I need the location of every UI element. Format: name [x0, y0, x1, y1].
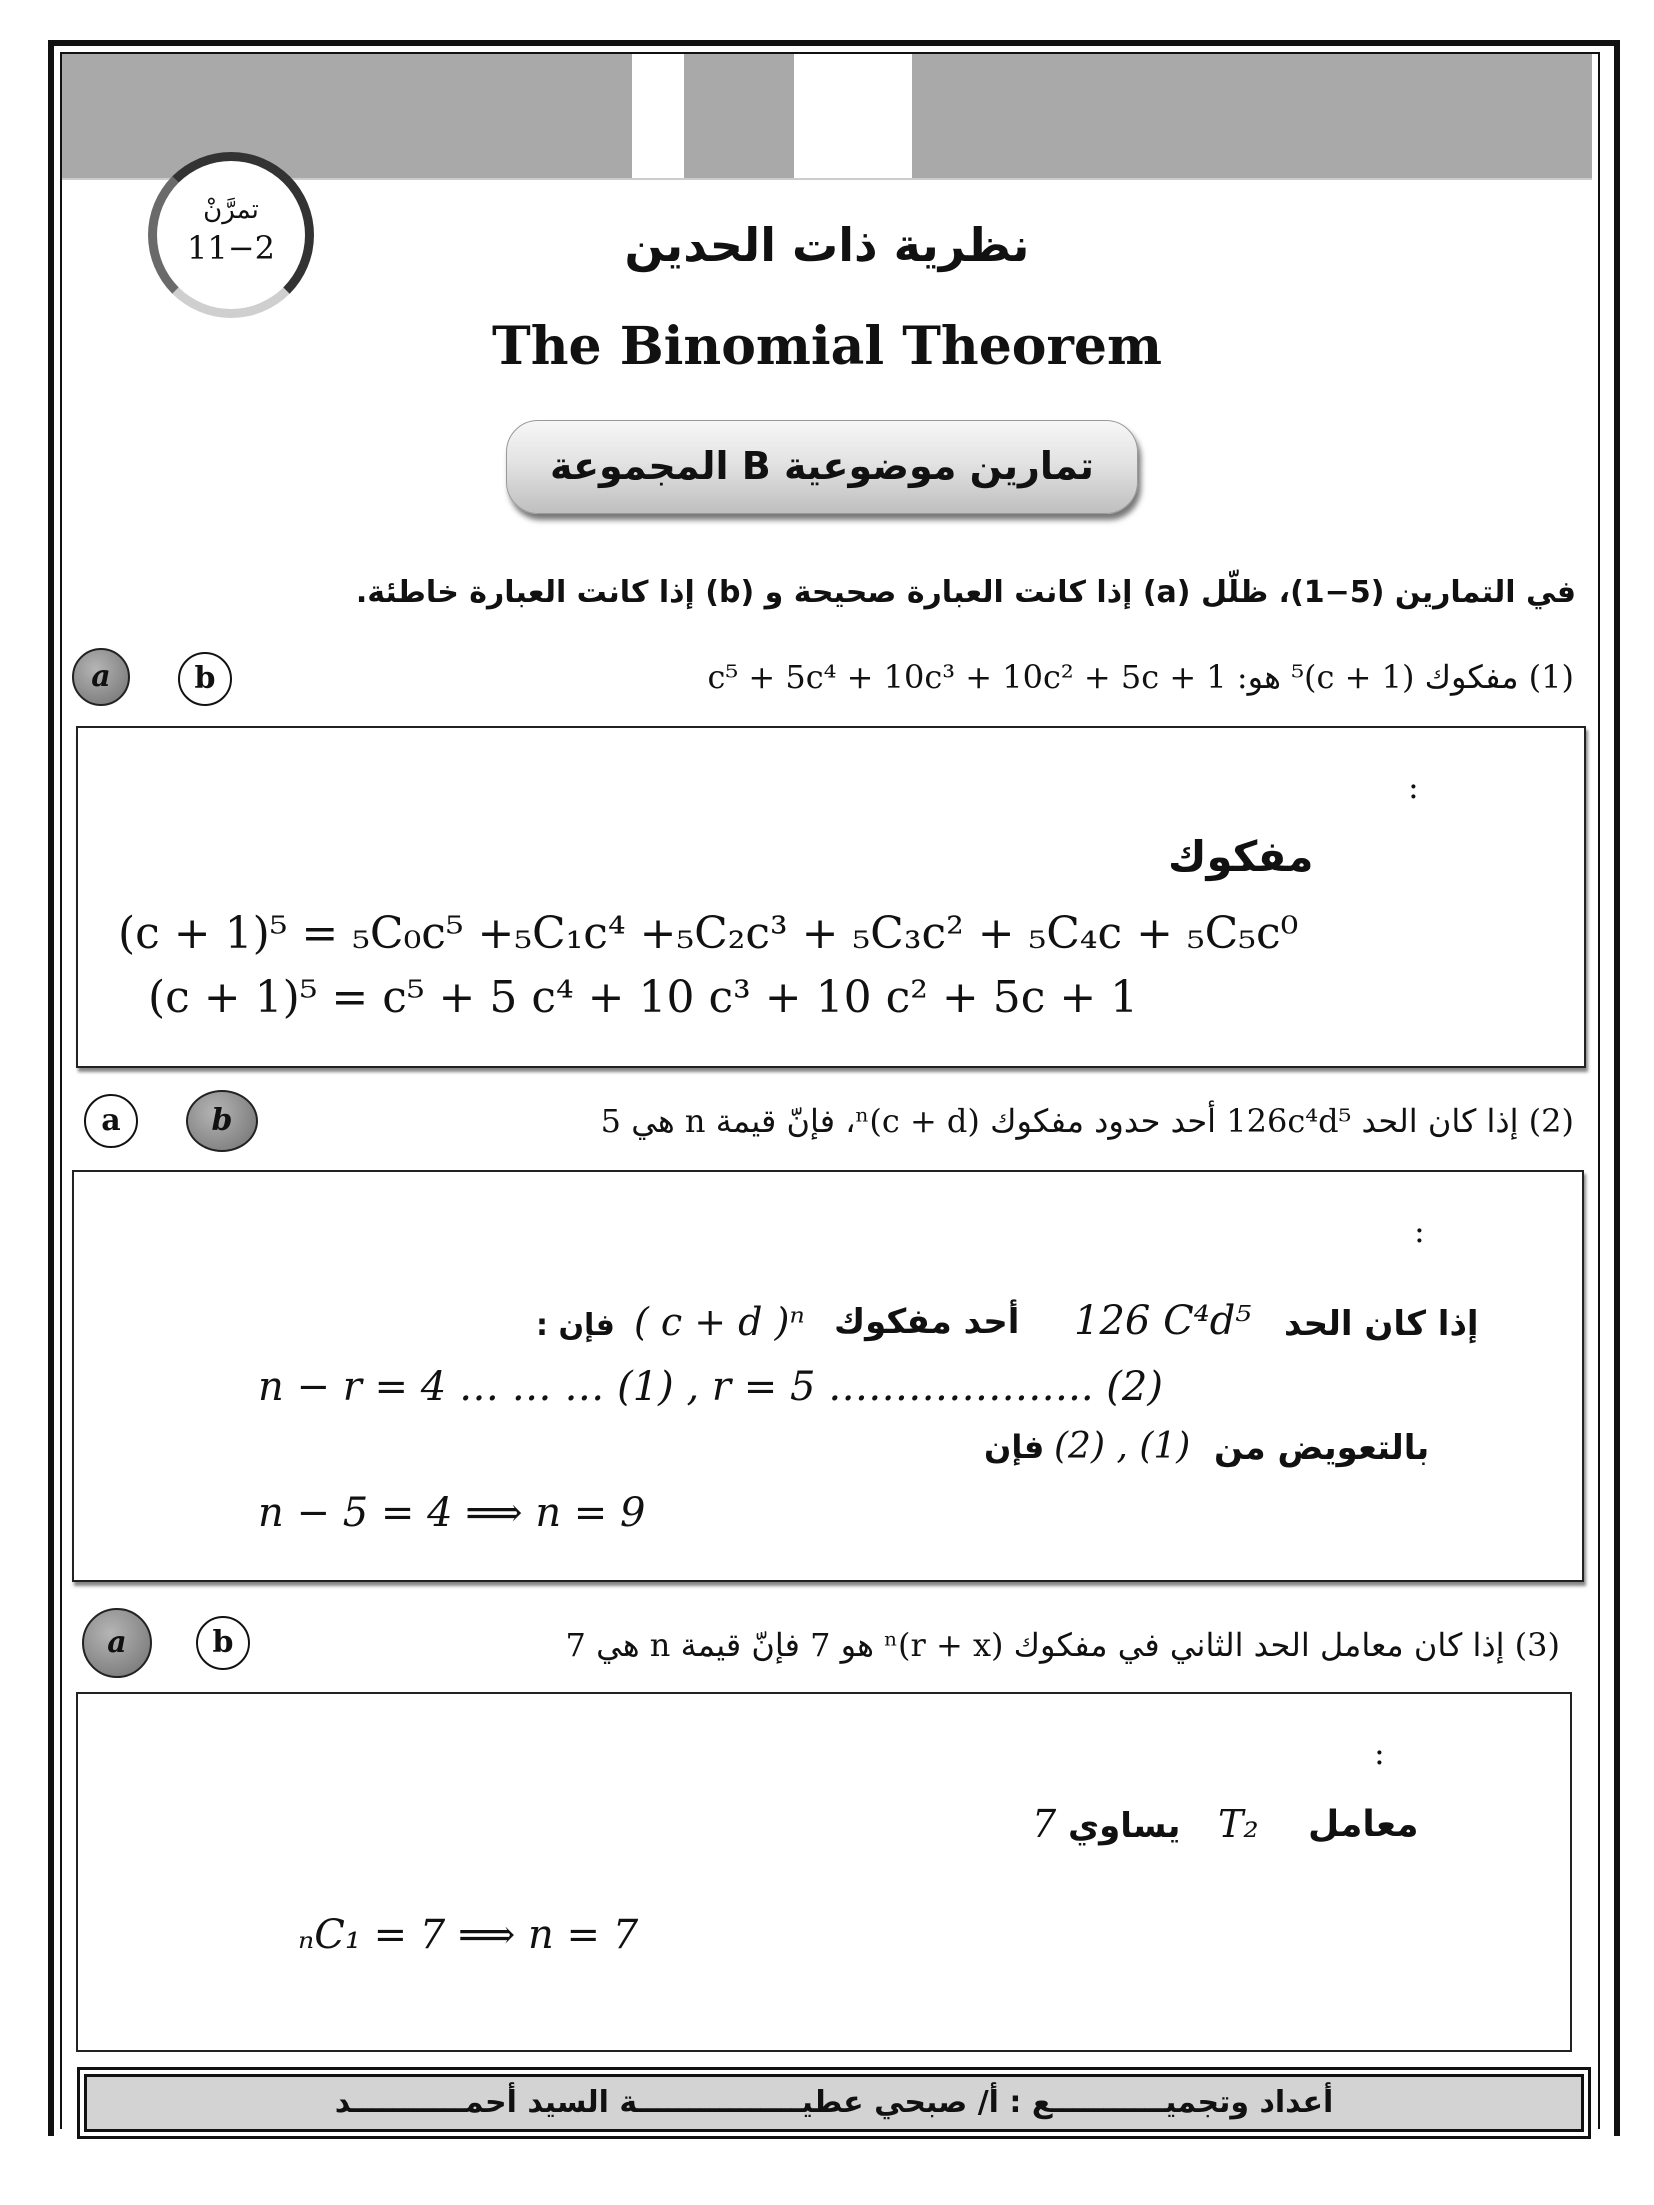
q3-value: 7	[1032, 1802, 1057, 1846]
q1-colon: :	[1408, 768, 1419, 806]
question-2-text: (2) إذا كان الحد 126c⁴d⁵ أحد حدود مفكوك (c + d)ⁿ، فإنّ قيمة n هي 5	[600, 1102, 1574, 1140]
instructions: في التمارين (5−1)، ظلّل (a) إذا كانت العبارة صحيحة و (b) إذا كانت العبارة خاطئة.	[355, 575, 1576, 610]
q3-colon: :	[1374, 1734, 1385, 1772]
header-banner-left	[62, 54, 632, 178]
option-b-q1[interactable]: b	[178, 652, 232, 706]
q1-label: مفكوك	[1168, 832, 1314, 881]
badge-number: 11−2	[187, 229, 275, 267]
option-a-q2[interactable]: a	[84, 1094, 138, 1148]
question-1-text: (1) مفكوك (c + 1)⁵ هو: c⁵ + 5c⁴ + 10c³ + 10c² + 5c + 1	[707, 658, 1574, 696]
q2-equation-2: n − 5 = 4 ⟹ n = 9	[258, 1490, 646, 1536]
q2-label-subst: بالتعويض من	[1214, 1428, 1430, 1468]
q2-label-if: إذا كان الحد	[1284, 1304, 1479, 1344]
q1-expansion-result: (c + 1)⁵ = c⁵ + 5 c⁴ + 10 c³ + 10 c² + 5c + 1	[148, 972, 1139, 1023]
option-b-q3[interactable]: b	[196, 1616, 250, 1670]
q2-term: 126 C⁴d⁵	[1074, 1298, 1252, 1344]
footer-credits: أعداد وتجميـــــــــــع : أ/ صبحي عطيــــــــــــــــة السيد أحمـــــــــــد	[84, 2074, 1584, 2132]
q2-colon: :	[1414, 1212, 1425, 1250]
answer-box-q2	[72, 1170, 1584, 1582]
page-title-arabic: نظرية ذات الحدين	[624, 218, 1030, 272]
q1-expansion-general: (c + 1)⁵ = ₅C₀c⁵ +₅C₁c⁴ +₅C₂c³ + ₅C₃c² + ₅C₄c + ₅C₅c⁰	[118, 908, 1299, 959]
q2-label-then: فإن :	[536, 1308, 615, 1343]
q2-label-one: أحد مفكوك	[834, 1302, 1020, 1342]
q3-label-coef: معامل	[1308, 1804, 1419, 1845]
header-banner-mid	[684, 54, 794, 178]
answer-box-q1	[76, 726, 1586, 1068]
q2-label-then2: فإن	[984, 1428, 1045, 1466]
q2-expansion: ( c + d )ⁿ	[634, 1300, 805, 1344]
q3-equation: ₙC₁ = 7 ⟹ n = 7	[298, 1912, 639, 1958]
option-b-q2[interactable]: b	[186, 1090, 258, 1152]
page-title-english: The Binomial Theorem	[492, 316, 1162, 377]
question-3-text: (3) إذا كان معامل الحد الثاني في مفكوك (r + x)ⁿ هو 7 فإنّ قيمة n هي 7	[565, 1626, 1560, 1664]
group-label: المجموعة B تمارين موضوعية	[506, 420, 1138, 514]
option-a-q3[interactable]: a	[82, 1608, 152, 1678]
header-banner-right	[912, 54, 1592, 178]
q2-subst-refs: (2) , (1)	[1054, 1426, 1191, 1467]
option-a-q1[interactable]: a	[72, 648, 130, 706]
q3-label-equals: يساوي	[1068, 1806, 1181, 1846]
q2-equation-1: n − r = 4 … … … (1) , r = 5 ……………….. (2)	[258, 1364, 1163, 1410]
answer-box-q3	[76, 1692, 1572, 2052]
q3-term: T₂	[1218, 1802, 1259, 1846]
badge-label: تمرَّنْ	[203, 195, 259, 225]
